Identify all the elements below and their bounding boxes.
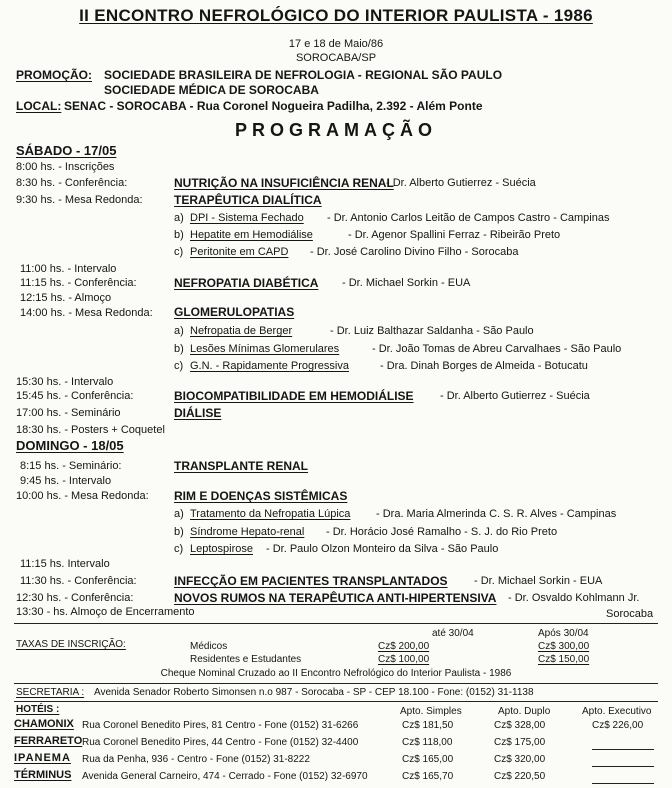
hotel-col-executivo: Apto. Executivo: [582, 706, 652, 717]
item-prefix: a): [174, 212, 184, 224]
topic-speaker: - Dr. João Tomas de Abreu Carvalhaes - São Paulo: [372, 343, 622, 355]
schedule-item: 9:45 hs. - Intervalo: [20, 475, 112, 487]
topic-title: Síndrome Hepato-renal: [190, 526, 305, 538]
item-prefix: b): [174, 343, 184, 355]
session-speaker: - Dr. Michael Sorkin - EUA: [474, 575, 603, 587]
item-prefix: a): [174, 508, 184, 520]
topic-title: DPI - Sistema Fechado: [190, 212, 304, 224]
hotel-price-simples: Cz$ 118,00: [402, 737, 453, 748]
hotel-address: Rua Coronel Benedito Pires, 44 Centro - Fone (0152) 32-4400: [82, 737, 359, 748]
empty-price-line: [592, 766, 654, 767]
event-city: SOROCABA/SP: [295, 52, 377, 64]
session-speaker: - Dr. Michael Sorkin - EUA: [342, 277, 471, 289]
fee-value: Cz$ 200,00: [378, 641, 430, 652]
topic-speaker: - Dra. Dinah Borges de Almeida - Botucatu: [380, 360, 588, 372]
schedule-item: 11:15 hs. Intervalo: [20, 558, 110, 570]
promocao-label: PROMOÇÃO:: [16, 68, 92, 82]
event-title: II ENCONTRO NEFROLÓGICO DO INTERIOR PAULISTA - 1986: [79, 6, 593, 25]
cheque-note: Cheque Nominal Cruzado ao II Encontro Nefrológico do Interior Paulista - 1986: [160, 668, 512, 679]
hotel-price-simples: Cz$ 181,50: [402, 720, 454, 731]
schedule-time: 11:15 hs. - Conferência:: [20, 277, 137, 289]
session-title: NEFROPATIA DIABÉTICA: [174, 276, 319, 290]
topic-title: Leptospirose: [190, 543, 253, 555]
hotel-price-duplo: Cz$ 320,00: [494, 754, 546, 765]
session-title: TRANSPLANTE RENAL: [174, 459, 308, 473]
fee-col-after: Após 30/04: [538, 628, 589, 639]
schedule-time: 11:30 hs. - Conferência:: [20, 575, 137, 587]
hotel-address: Rua da Penha, 936 - Centro - Fone (0152) 31-8222: [82, 754, 310, 765]
hotel-col-duplo: Apto. Duplo: [498, 706, 551, 717]
schedule-time: 8:15 hs. - Seminário:: [20, 460, 122, 472]
secretaria-label: SECRETARIA :: [16, 687, 85, 698]
topic-speaker: - Dr. Paulo Olzon Monteiro da Silva - São Paulo: [266, 543, 499, 555]
session-title: NUTRIÇÃO NA INSUFICIÊNCIA RENAL: [174, 176, 394, 190]
sunday-heading: DOMINGO - 18/05: [16, 438, 124, 453]
hotel-price-duplo: Cz$ 175,00: [494, 737, 546, 748]
topic-title: Tratamento da Nefropatia Lúpica: [190, 508, 351, 520]
item-prefix: c): [174, 246, 184, 258]
hotel-address: Rua Coronel Benedito Pires, 81 Centro - Fone (0152) 31-6266: [82, 720, 359, 731]
item-prefix: c): [174, 543, 184, 555]
event-dates: 17 e 18 de Maio/86: [288, 38, 384, 50]
hotel-price-duplo: Cz$ 328,00: [494, 720, 546, 731]
divider: [14, 683, 658, 684]
session-title: NOVOS RUMOS NA TERAPÊUTICA ANTI-HIPERTENSIVA: [174, 591, 497, 605]
hotel-price-simples: Cz$ 165,70: [402, 771, 454, 782]
topic-title: Peritonite em CAPD: [190, 246, 289, 258]
schedule-time: 14:00 hs. - Mesa Redonda:: [20, 307, 153, 319]
session-speaker: - Dr. Osvaldo Kohlmann Jr.: [508, 592, 640, 604]
fee-value: Cz$ 100,00: [378, 654, 430, 665]
session-title: RIM E DOENÇAS SISTÊMICAS: [174, 489, 348, 503]
programacao-heading: PROGRAMAÇÃO: [235, 120, 437, 140]
fee-row-label: Residentes e Estudantes: [190, 654, 302, 665]
schedule-item: 18:30 hs. - Posters + Coquetel: [16, 424, 165, 436]
item-prefix: b): [174, 229, 184, 241]
session-title: GLOMERULOPATIAS: [174, 305, 295, 319]
hotel-price-executivo: Cz$ 226,00: [592, 720, 644, 731]
session-title: DIÁLISE: [174, 406, 222, 420]
schedule-item: 13:30 - hs. Almoço de Encerramento: [16, 606, 195, 618]
fee-row-label: Médicos: [190, 641, 228, 652]
promocao-line-2: SOCIEDADE MÉDICA DE SOROCABA: [104, 83, 319, 97]
schedule-time: 9:30 hs. - Mesa Redonda:: [16, 194, 143, 206]
schedule-item: 11:00 hs. - Intervalo: [20, 263, 117, 275]
item-prefix: a): [174, 325, 184, 337]
topic-speaker: - Dr. Agenor Spallini Ferraz - Ribeirão Preto: [348, 229, 561, 241]
item-prefix: b): [174, 526, 184, 538]
hotel-name: CHAMONIX: [14, 718, 74, 730]
topic-speaker: - Dr. Horácio José Ramalho - S. J. do Rio Preto: [326, 526, 558, 538]
hotel-name: FERRARETO: [14, 735, 83, 747]
topic-title: G.N. - Rapidamente Progressiva: [190, 360, 349, 372]
schedule-time: 17:00 hs. - Seminário: [16, 407, 121, 419]
hotel-name: IPANEMA: [14, 752, 71, 764]
divider: [14, 623, 658, 624]
saturday-heading: SÁBADO - 17/05: [16, 143, 117, 158]
empty-price-line: [592, 783, 654, 784]
fee-value: Cz$ 150,00: [538, 654, 590, 665]
local-label: LOCAL:: [16, 99, 62, 113]
session-title: TERAPÊUTICA DIALÍTICA: [174, 193, 322, 207]
topic-speaker: - Dra. Maria Almerinda C. S. R. Alves - Campinas: [376, 508, 617, 520]
fee-col-until: até 30/04: [432, 628, 474, 639]
promocao-line-1: SOCIEDADE BRASILEIRA DE NEFROLOGIA - REGIONAL SÃO PAULO: [104, 68, 503, 82]
item-prefix: c): [174, 360, 184, 372]
session-title: BIOCOMPATIBILIDADE EM HEMODIÁLISE: [174, 389, 414, 403]
schedule-item: 15:30 hs. - Intervalo: [16, 376, 114, 388]
closing-city: Sorocaba: [606, 608, 654, 620]
topic-speaker: - Dr. Antonio Carlos Leitão de Campos Castro - Campinas: [327, 212, 610, 224]
divider: [14, 701, 658, 702]
schedule-time: 15:45 hs. - Conferência:: [16, 390, 134, 402]
topic-speaker: - Dr. Luiz Balthazar Saldanha - São Paulo: [330, 325, 534, 337]
schedule-time: 10:00 hs. - Mesa Redonda:: [16, 490, 149, 502]
session-speaker: - Dr. Alberto Gutierrez - Suécia: [386, 177, 536, 189]
session-title: INFECÇÃO EM PACIENTES TRANSPLANTADOS: [174, 574, 448, 588]
fees-label: TAXAS DE INSCRIÇÃO:: [16, 639, 126, 650]
hotel-address: Avenida General Carneiro, 474 - Cerrado - Fone (0152) 32-6970: [82, 771, 368, 782]
topic-speaker: - Dr. José Carolino Divino Filho - Sorocaba: [310, 246, 519, 258]
schedule-time: 8:30 hs. - Conferência:: [16, 177, 128, 189]
topic-title: Nefropatia de Berger: [190, 325, 293, 337]
hotel-name: TÉRMINUS: [14, 769, 72, 781]
session-speaker: - Dr. Alberto Gutierrez - Suécia: [440, 390, 590, 402]
local-text: SENAC - SOROCABA - Rua Coronel Nogueira Padilha, 2.392 - Além Ponte: [64, 99, 483, 113]
schedule-item: 8:00 hs. - Inscrições: [16, 161, 115, 173]
topic-title: Hepatite em Hemodiálise: [190, 229, 313, 241]
empty-price-line: [592, 749, 654, 750]
hotels-label: HOTÉIS :: [16, 704, 60, 715]
fee-value: Cz$ 300,00: [538, 641, 590, 652]
hotel-col-simples: Apto. Simples: [400, 706, 462, 717]
topic-title: Lesões Mínimas Glomerulares: [190, 343, 340, 355]
schedule-item: 12:15 hs. - Almoço: [20, 292, 112, 304]
secretaria-address: Avenida Senador Roberto Simonsen n.o 987 - Sorocaba - SP - CEP 18.100 - Fone: (0152) 31-1138: [94, 687, 534, 698]
schedule-time: 12:30 hs. - Conferência:: [16, 592, 134, 604]
hotel-price-duplo: Cz$ 220,50: [494, 771, 546, 782]
hotel-price-simples: Cz$ 165,00: [402, 754, 454, 765]
